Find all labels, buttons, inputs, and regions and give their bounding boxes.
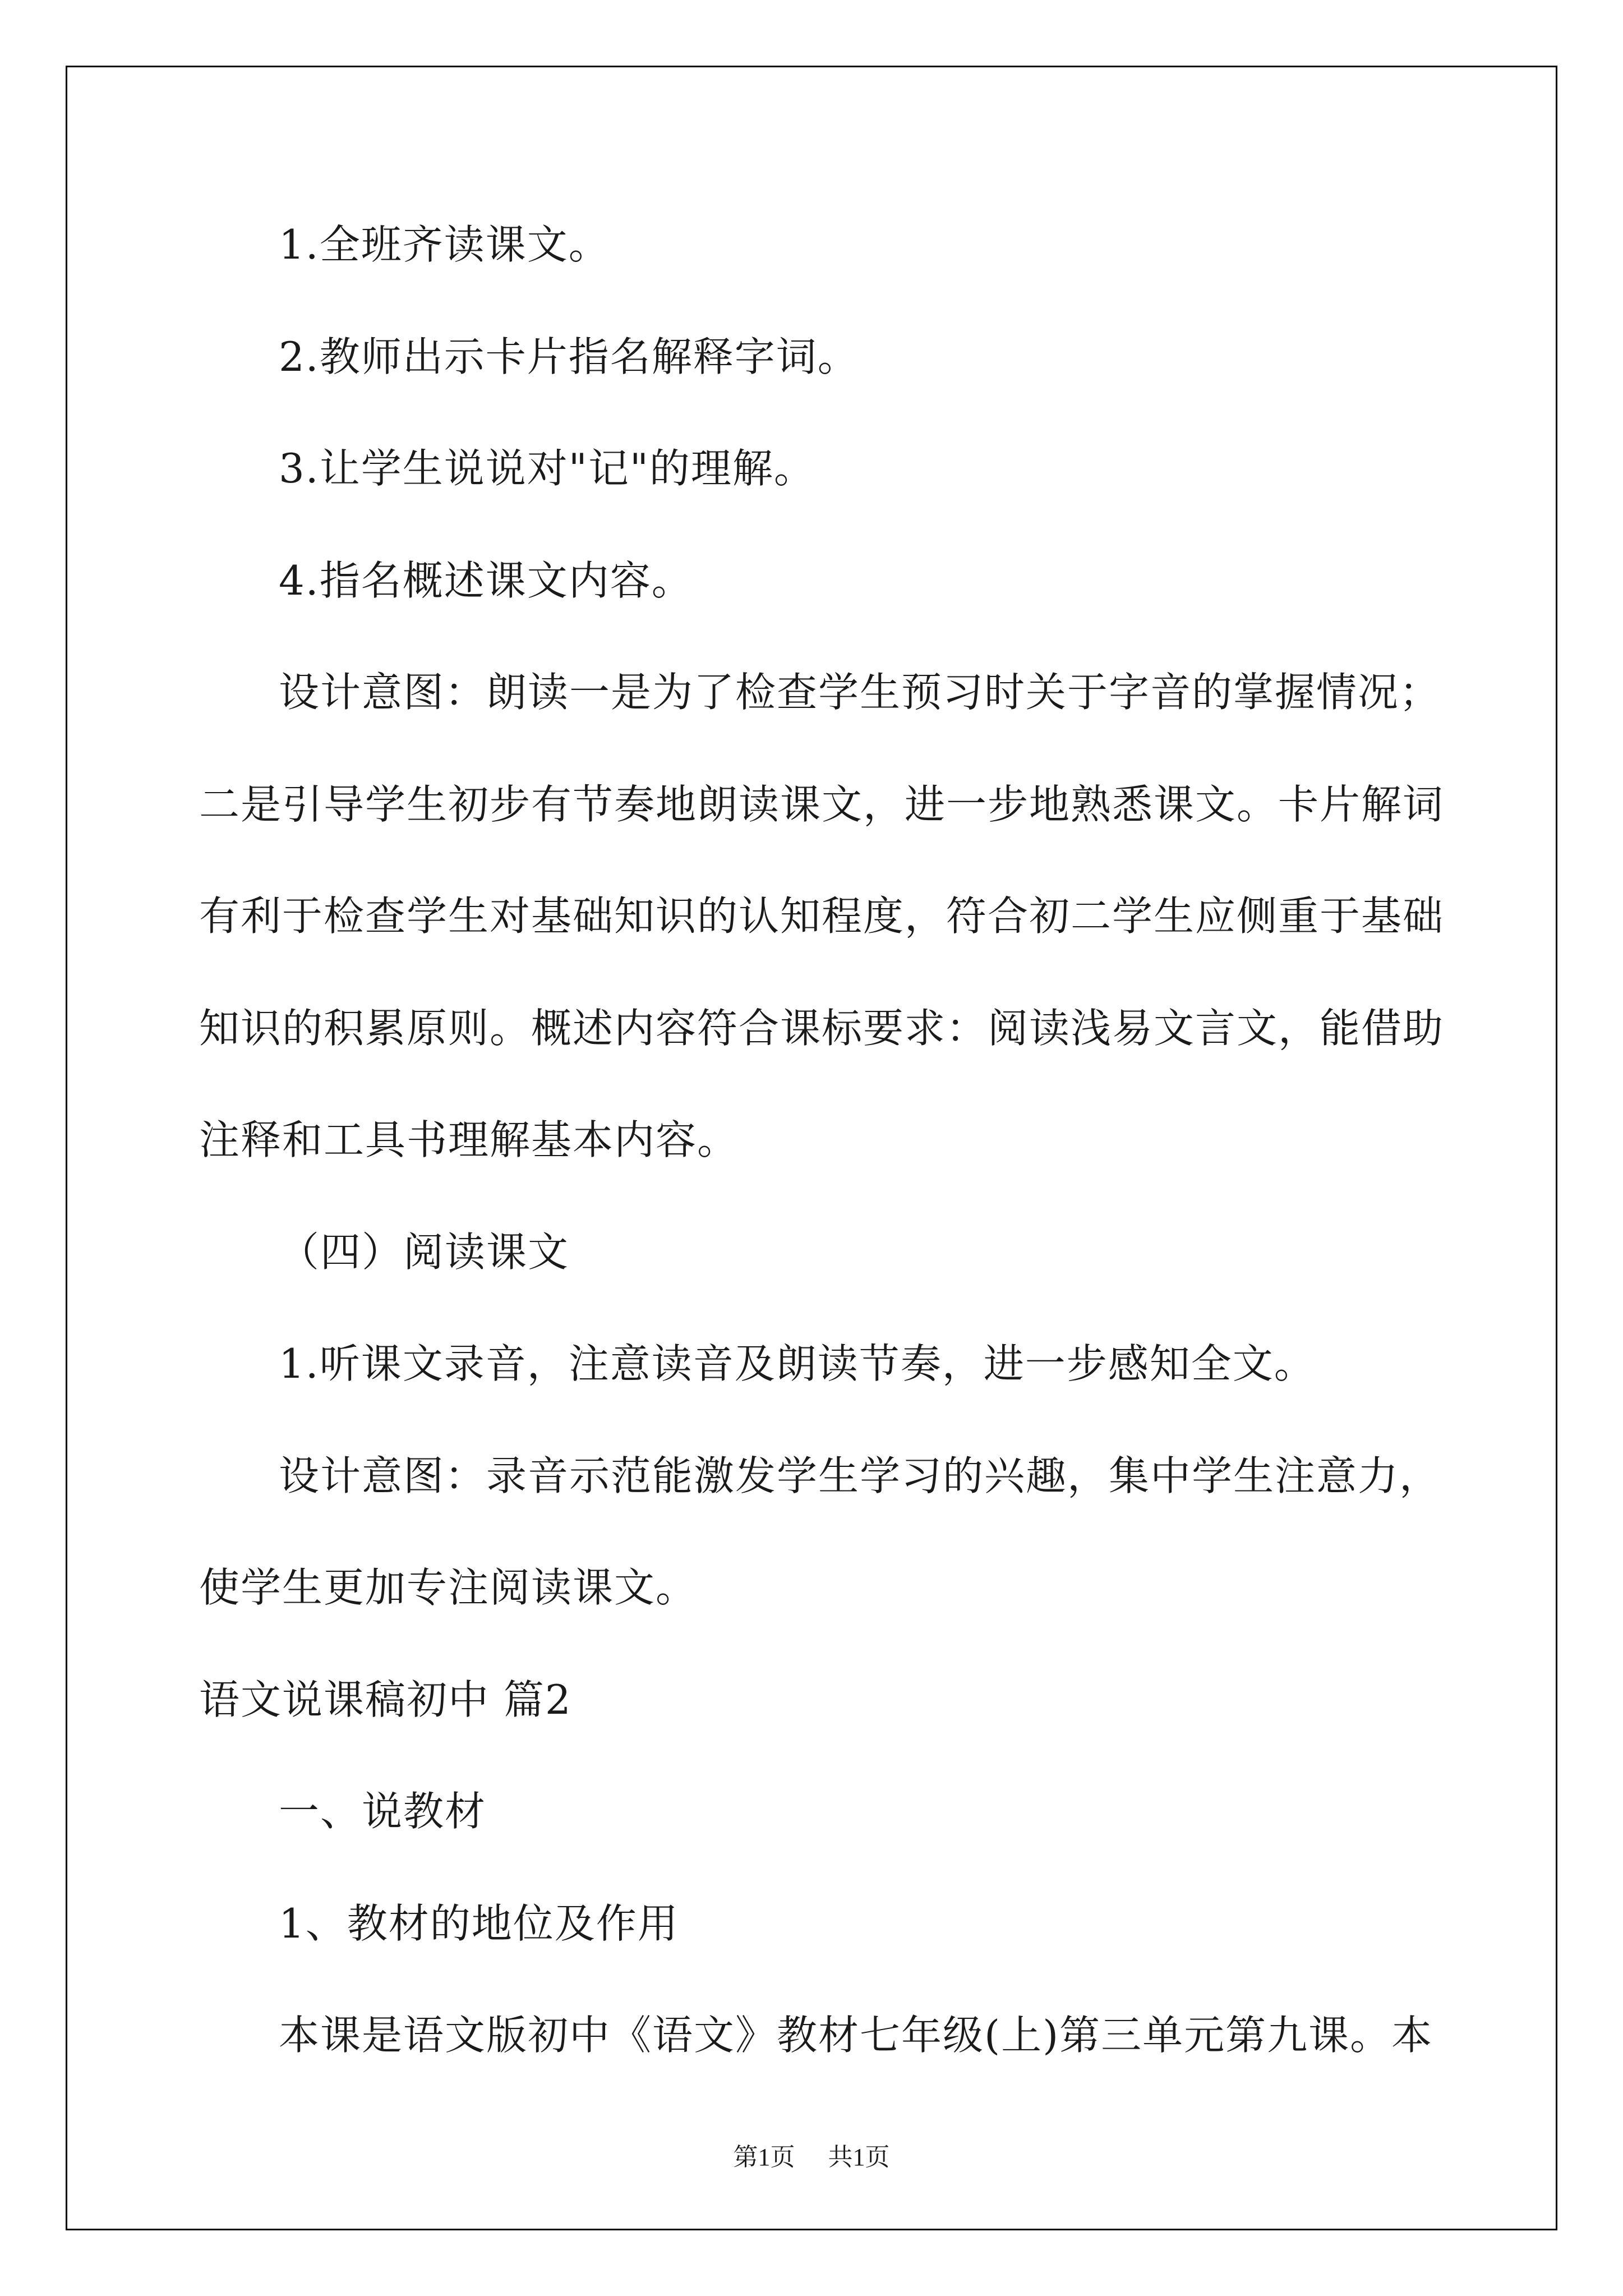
text-line: 使学生更加专注阅读课文。 bbox=[199, 1564, 698, 1611]
text-line: 1.听课文录音，注意读音及朗读节奏，进一步感知全文。 bbox=[279, 1340, 1316, 1387]
text-line: 设计意图：录音示范能激发学生学习的兴趣，集中学生注意力， bbox=[279, 1452, 1441, 1499]
text-line: 设计意图：朗读一是为了检查学生预习时关于字音的掌握情况； bbox=[279, 669, 1441, 716]
text-line: 本课是语文版初中《语文》教材七年级(上)第三单元第九课。本 bbox=[279, 2012, 1433, 2059]
text-line: 4.指名概述课文内容。 bbox=[279, 557, 693, 604]
text-line: 二是引导学生初步有节奏地朗读课文，进一步地熟悉课文。卡片解词 bbox=[199, 781, 1445, 828]
text-line: 知识的积累原则。概述内容符合课标要求：阅读浅易文言文，能借助 bbox=[199, 1005, 1445, 1052]
page-number: 第1页 bbox=[733, 2143, 795, 2171]
text-line: 3.让学生说说对"记"的理解。 bbox=[279, 445, 815, 492]
page-footer bbox=[0, 2141, 1623, 2174]
page-total: 共1页 bbox=[828, 2143, 890, 2171]
text-line: 有利于检查学生对基础知识的认知程度，符合初二学生应侧重于基础 bbox=[199, 892, 1445, 940]
text-line: 2.教师出示卡片指名解释字词。 bbox=[279, 333, 859, 380]
section-heading: 语文说课稿初中 篇2 bbox=[199, 1676, 572, 1723]
section-heading: 1、教材的地位及作用 bbox=[279, 1900, 679, 1947]
section-heading: （四）阅读课文 bbox=[279, 1228, 570, 1276]
text-line: 注释和工具书理解基本内容。 bbox=[199, 1116, 739, 1163]
section-heading: 一、说教材 bbox=[279, 1788, 487, 1835]
text-line: 1.全班齐读课文。 bbox=[279, 221, 610, 268]
